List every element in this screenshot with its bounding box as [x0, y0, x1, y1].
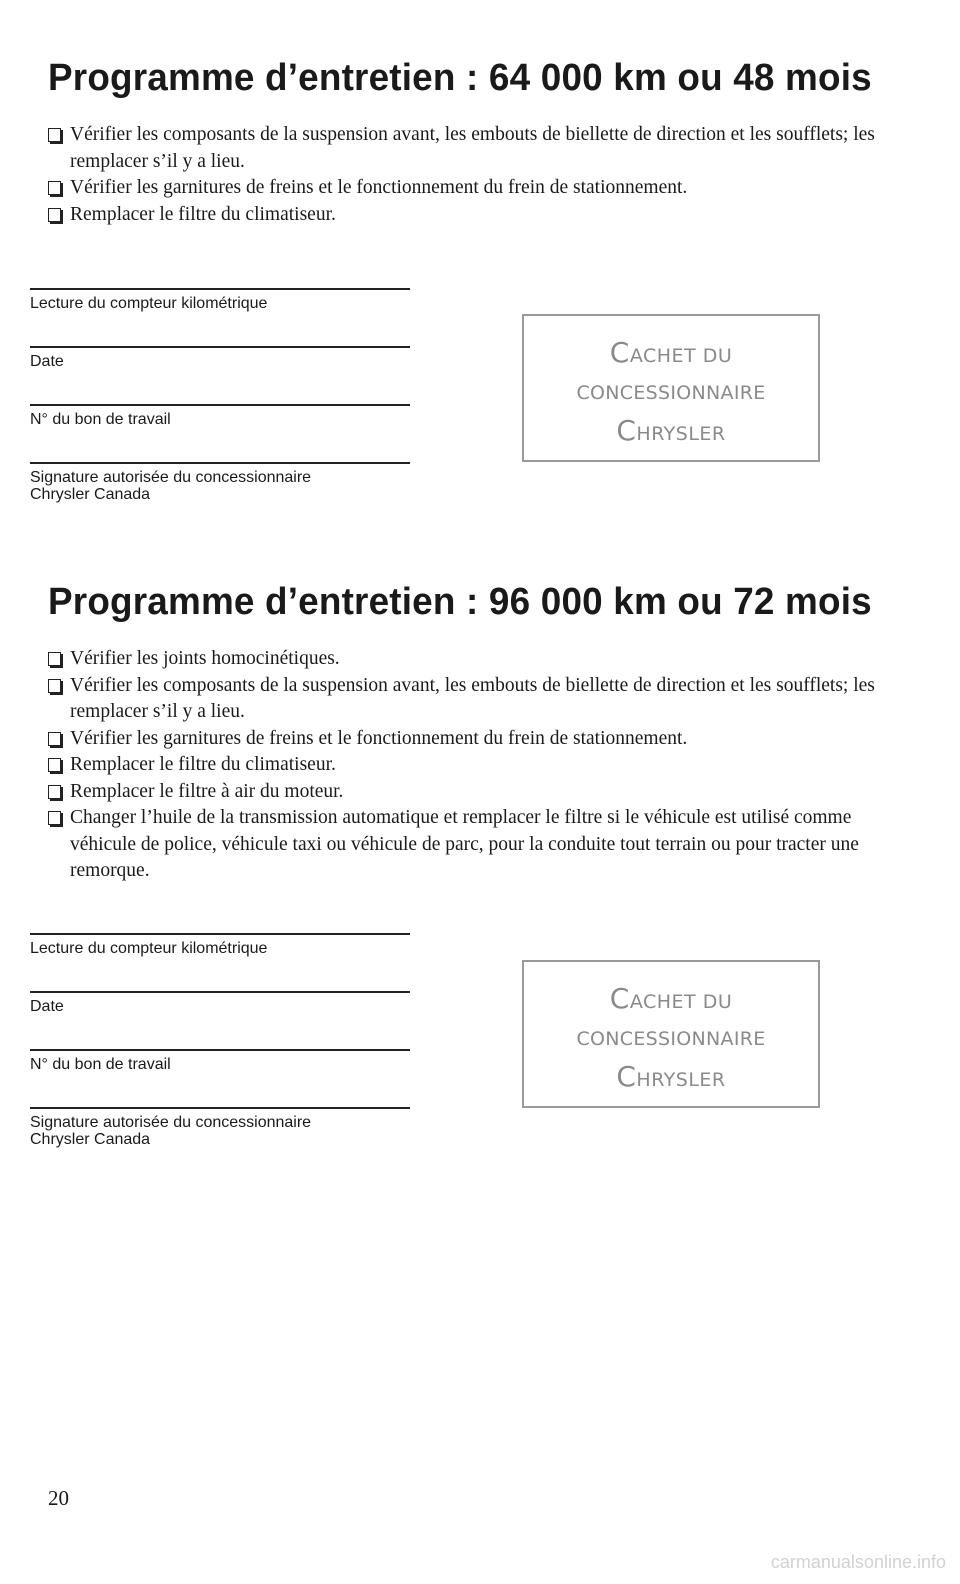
task-item: Vérifier les composants de la suspension avant, les embouts de biellette de direction et les soufflets; les remplacer s’il y a lieu. [48, 122, 908, 175]
field-line[interactable] [30, 991, 410, 993]
field-line[interactable] [30, 1049, 410, 1051]
field-date [30, 991, 410, 1015]
field-line[interactable] [30, 346, 410, 348]
field-label: N° du bon de travail [30, 411, 171, 428]
field-label: N° du bon de travail [30, 1056, 171, 1073]
checkbox-icon[interactable] [48, 652, 61, 666]
task-item: Remplacer le filtre du climatiseur. [48, 202, 908, 229]
field-odometer [30, 933, 410, 957]
checkbox-icon[interactable] [48, 732, 61, 746]
field-label: Lecture du compteur kilométrique [30, 940, 268, 957]
dealer-stamp-box: CACHET DU CONCESSIONNAIRE CHRYSLER [522, 960, 820, 1108]
maintenance-section-64000 [48, 56, 908, 228]
field-line[interactable] [30, 1107, 410, 1109]
section-title: Programme d’entretien : 64 000 km ou 48 mois [48, 57, 872, 99]
field-label: Date [30, 998, 64, 1015]
task-item: Vérifier les composants de la suspension avant, les embouts de biellette de direction et les soufflets; les remplacer s’il y a lieu. [48, 673, 908, 726]
checkbox-icon[interactable] [48, 128, 61, 142]
field-signature [30, 462, 410, 503]
field-work-order [30, 404, 410, 428]
field-date [30, 346, 410, 370]
task-list [48, 646, 908, 885]
checkbox-icon[interactable] [48, 758, 61, 772]
field-label: Signature autorisée du concessionnaire Chrysler Canada [30, 469, 312, 503]
field-line[interactable] [30, 404, 410, 406]
field-line[interactable] [30, 933, 410, 935]
checkbox-icon[interactable] [48, 181, 61, 195]
record-fields [30, 933, 410, 1148]
field-signature [30, 1107, 410, 1148]
task-item: Remplacer le filtre du climatiseur. [48, 752, 908, 779]
field-work-order [30, 1049, 410, 1073]
checkbox-icon[interactable] [48, 811, 61, 825]
section-title: Programme d’entretien : 96 000 km ou 72 mois [48, 581, 872, 623]
record-fields [30, 288, 410, 503]
maintenance-section-96000 [48, 580, 908, 885]
checkbox-icon[interactable] [48, 679, 61, 693]
task-list [48, 122, 908, 228]
field-line[interactable] [30, 288, 410, 290]
task-item: Vérifier les garnitures de freins et le fonctionnement du frein de stationnement. [48, 175, 908, 202]
task-item: Remplacer le filtre à air du moteur. [48, 779, 908, 806]
field-line[interactable] [30, 462, 410, 464]
task-item: Vérifier les garnitures de freins et le fonctionnement du frein de stationnement. [48, 726, 908, 753]
checkbox-icon[interactable] [48, 785, 61, 799]
field-odometer [30, 288, 410, 312]
page-number: 20 [48, 1486, 69, 1510]
watermark: carmanualsonline.info [770, 1552, 946, 1572]
task-item: Changer l’huile de la transmission automatique et remplacer le filtre si le véhicule est utilisé comme véhicule de police, véhicule taxi ou véhicule de parc, pour la conduite tout terrain ou pour tracter une remorque. [48, 805, 908, 885]
task-item: Vérifier les joints homocinétiques. [48, 646, 908, 673]
checkbox-icon[interactable] [48, 208, 61, 222]
dealer-stamp-box: CACHET DU CONCESSIONNAIRE CHRYSLER [522, 314, 820, 462]
field-label: Signature autorisée du concessionnaire Chrysler Canada [30, 1114, 312, 1148]
field-label: Lecture du compteur kilométrique [30, 295, 268, 312]
field-label: Date [30, 353, 64, 370]
